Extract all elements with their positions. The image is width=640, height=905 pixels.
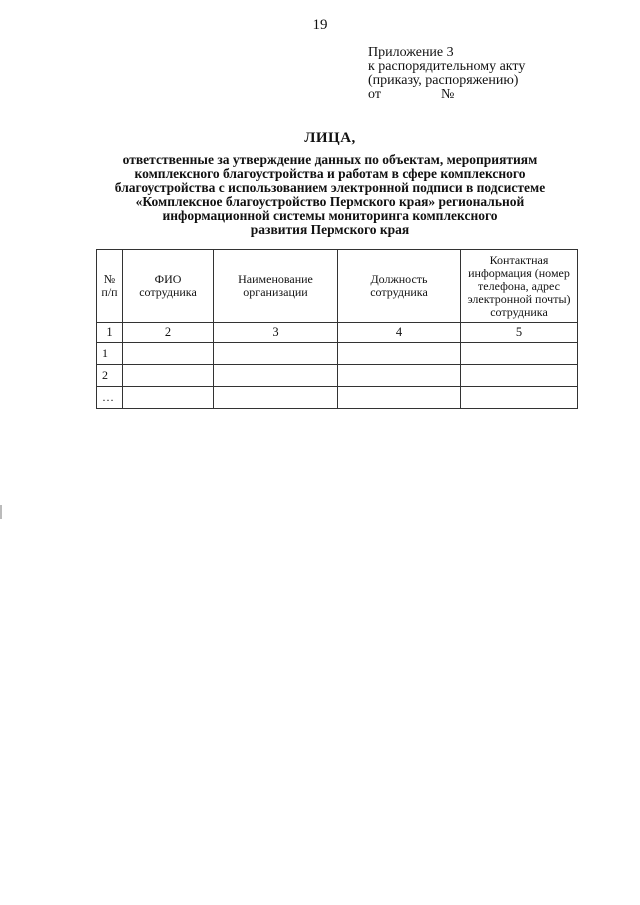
cell-name — [123, 365, 214, 387]
appendix-line-2: к распорядительному акту — [368, 59, 526, 74]
row-index: 1 — [97, 343, 123, 365]
page-edge-mark — [0, 505, 2, 519]
appendix-number-label: № — [440, 87, 455, 102]
title-line: благоустройства с использованием электронной подписи в подсистеме — [114, 180, 546, 195]
header-cell-name: ФИО сотрудника — [123, 250, 214, 323]
header-cell-index: № п/п — [97, 250, 123, 323]
document-title — [80, 130, 580, 237]
title-line: развития Пермского края — [250, 222, 410, 237]
cell-organization — [214, 387, 338, 409]
cell-contact — [461, 387, 578, 409]
column-number: 5 — [461, 323, 578, 343]
cell-name — [123, 387, 214, 409]
title-line: комплексного благоустройства и работам в сфере комплексного — [134, 166, 526, 181]
appendix-block — [368, 46, 525, 102]
column-number: 2 — [123, 323, 214, 343]
title-line: информационной системы мониторинга комплексного — [162, 208, 498, 223]
table-row — [97, 387, 578, 409]
row-index: … — [97, 387, 123, 409]
cell-position — [338, 387, 461, 409]
cell-name — [123, 343, 214, 365]
cell-position — [338, 365, 461, 387]
title-line: ответственные за утверждение данных по объектам, мероприятиям — [122, 152, 538, 167]
row-index: 2 — [97, 365, 123, 387]
appendix-line-1: Приложение 3 — [368, 45, 454, 60]
table-header-row — [97, 250, 578, 323]
cell-organization — [214, 343, 338, 365]
header-cell-contact: Контактная информация (номер телефона, адрес электронной почты) сотрудника — [461, 250, 578, 323]
page-number: 19 — [312, 17, 328, 33]
cell-contact — [461, 365, 578, 387]
cell-contact — [461, 343, 578, 365]
header-cell-position: Должность сотрудника — [338, 250, 461, 323]
appendix-line-3: (приказу, распоряжению) — [368, 73, 519, 88]
title-main: ЛИЦА, — [304, 130, 356, 146]
column-number-row — [97, 323, 578, 343]
appendix-from-label: от — [368, 87, 381, 102]
column-number: 1 — [97, 323, 123, 343]
header-cell-organization: Наименование организации — [214, 250, 338, 323]
title-line: «Комплексное благоустройство Пермского края» региональной — [135, 194, 525, 209]
table-row — [97, 343, 578, 365]
cell-organization — [214, 365, 338, 387]
title-subtitle — [80, 153, 580, 237]
table-row — [97, 365, 578, 387]
responsible-persons-table — [96, 249, 578, 409]
appendix-date-line — [368, 88, 525, 102]
column-number: 4 — [338, 323, 461, 343]
cell-position — [338, 343, 461, 365]
column-number: 3 — [214, 323, 338, 343]
